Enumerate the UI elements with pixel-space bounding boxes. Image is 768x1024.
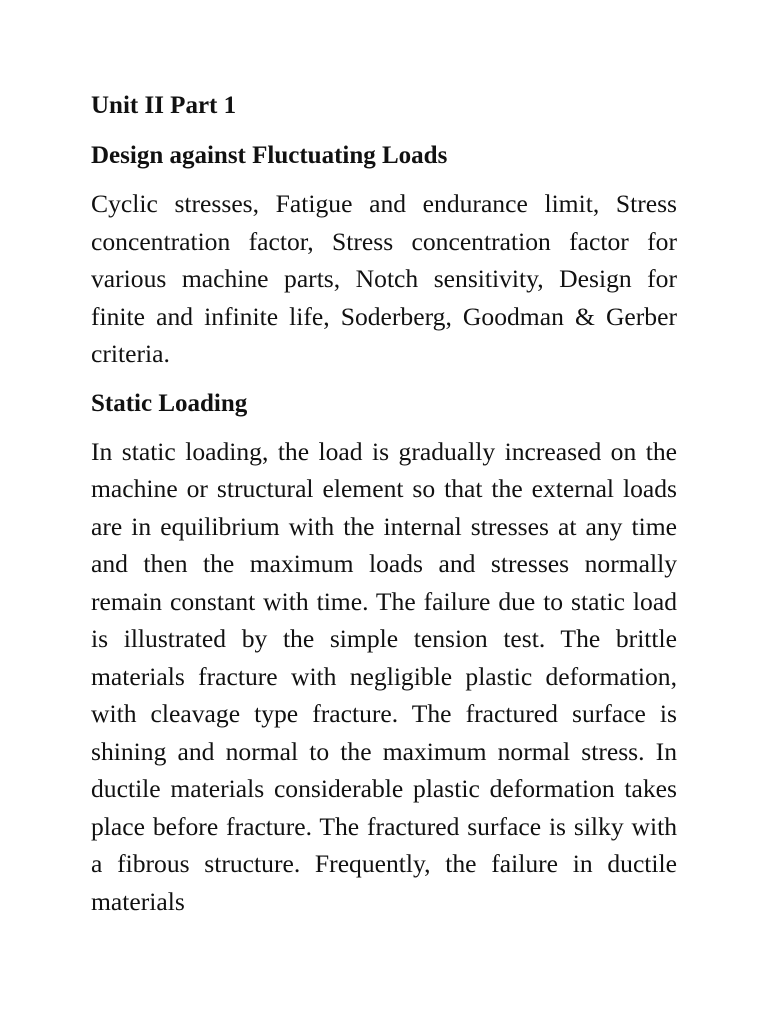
section-title: Static Loading bbox=[91, 389, 248, 417]
document-page bbox=[91, 88, 677, 920]
static-loading-paragraph: In static loading, the load is gradually increased on the machine or structural element so that the external loads are in equilibrium with the internal stresses at any time and then the maximum loads and stresses normally remain constant with time. The failure due to static load is illustrated by the simple tension test. The brittle materials fracture with negligible plastic deformation, with cleavage type fracture. The fractured surface is shining and normal to the maximum normal stress. In ductile materials considerable plastic deformation takes place before fracture. The fractured surface is silky with a fibrous structure. Frequently, the failure in ductile materials bbox=[91, 436, 677, 916]
syllabus-paragraph: Cyclic stresses, Fatigue and endurance limit, Stress concentration factor, Stress concentration factor for various machine parts, Notch sensitivity, Design for finite and infinite life, Soderberg, Goodman & Gerber criteria. bbox=[91, 189, 677, 368]
chapter-title: Design against Fluctuating Loads bbox=[91, 142, 448, 169]
unit-title: Unit II Part 1 bbox=[91, 92, 237, 119]
